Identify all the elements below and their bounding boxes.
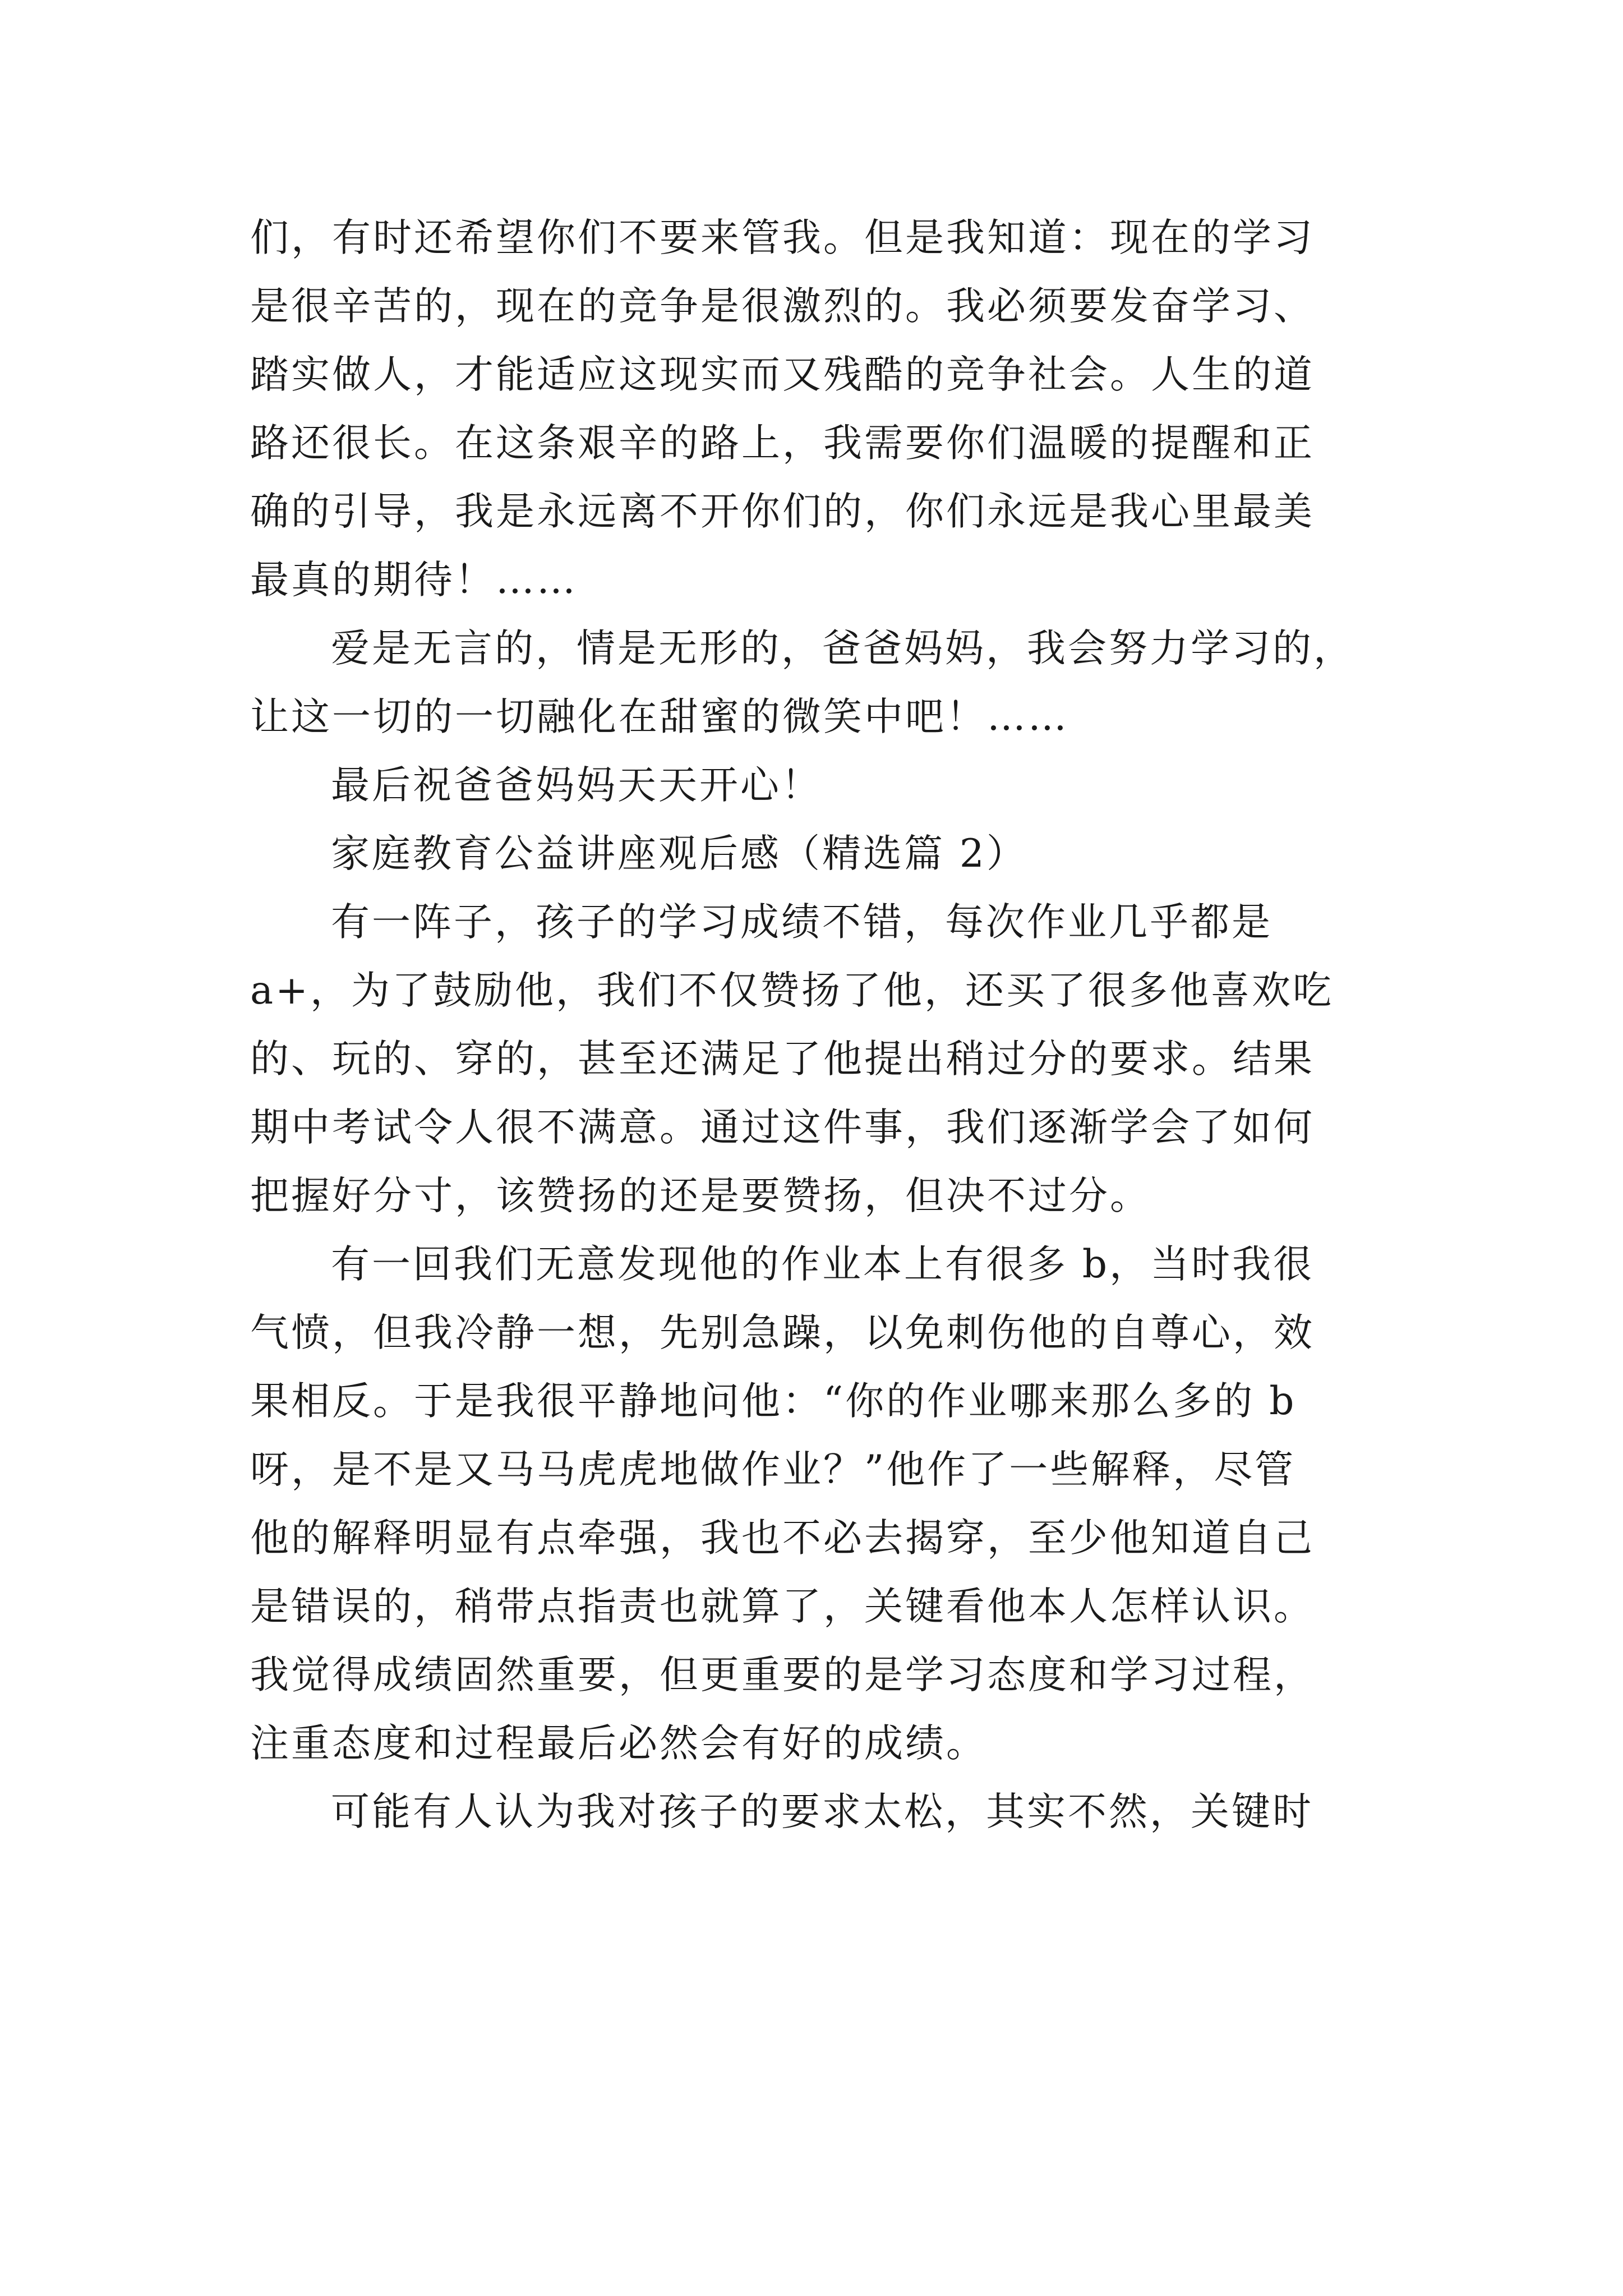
text-line: 最后祝爸爸妈妈天天开心！	[331, 763, 822, 808]
text-line: 的、玩的、穿的，甚至还满足了他提出稍过分的要求。结果	[250, 1037, 1315, 1082]
text-line: 气愤，但我冷静一想，先别急躁，以免刺伤他的自尊心，效	[250, 1310, 1315, 1355]
text-line: 路还很长。在这条艰辛的路上，我需要你们温暖的提醒和正	[250, 421, 1315, 466]
text-line: 让这一切的一切融化在甜蜜的微笑中吧！……	[250, 694, 1069, 739]
section-heading: 家庭教育公益讲座观后感（精选篇 2）	[331, 831, 1027, 876]
text-line: 他的解释明显有点牵强，我也不必去揭穿，至少他知道自己	[250, 1516, 1315, 1561]
text-line: 们，有时还希望你们不要来管我。但是我知道：现在的学习	[250, 215, 1315, 260]
text-line: 把握好分寸，该赞扬的还是要赞扬，但决不过分。	[250, 1174, 1151, 1218]
text-line: 是错误的，稍带点指责也就算了，关键看他本人怎样认识。	[250, 1584, 1315, 1629]
text-line: 有一阵子，孩子的学习成绩不错，每次作业几乎都是	[331, 900, 1272, 945]
text-line: 期中考试令人很不满意。通过这件事，我们逐渐学会了如何	[250, 1105, 1315, 1150]
text-line: a+，为了鼓励他，我们不仅赞扬了他，还买了很多他喜欢吃	[250, 968, 1334, 1013]
text-line: 果相反。于是我很平静地问他：“你的作业哪来那么多的 b	[250, 1379, 1297, 1424]
text-line: 是很辛苦的，现在的竞争是很激烈的。我必须要发奋学习、	[250, 284, 1315, 329]
text-line: 有一回我们无意发现他的作业本上有很多 b，当时我很	[331, 1242, 1315, 1287]
text-line: 踏实做人，才能适应这现实而又残酷的竞争社会。人生的道	[250, 352, 1315, 397]
text-line: 确的引导，我是永远离不开你们的，你们永远是我心里最美	[250, 489, 1315, 534]
text-line: 我觉得成绩固然重要，但更重要的是学习态度和学习过程，	[250, 1653, 1315, 1697]
text-line: 爱是无言的，情是无形的，爸爸妈妈，我会努力学习的，	[331, 626, 1354, 671]
text-line: 可能有人认为我对孩子的要求太松，其实不然，关键时	[331, 1789, 1313, 1834]
text-line: 呀，是不是又马马虎虎地做作业？”他作了一些解释，尽管	[250, 1447, 1296, 1492]
text-line: 注重态度和过程最后必然会有好的成绩。	[250, 1721, 987, 1766]
text-line: 最真的期待！……	[250, 558, 578, 602]
